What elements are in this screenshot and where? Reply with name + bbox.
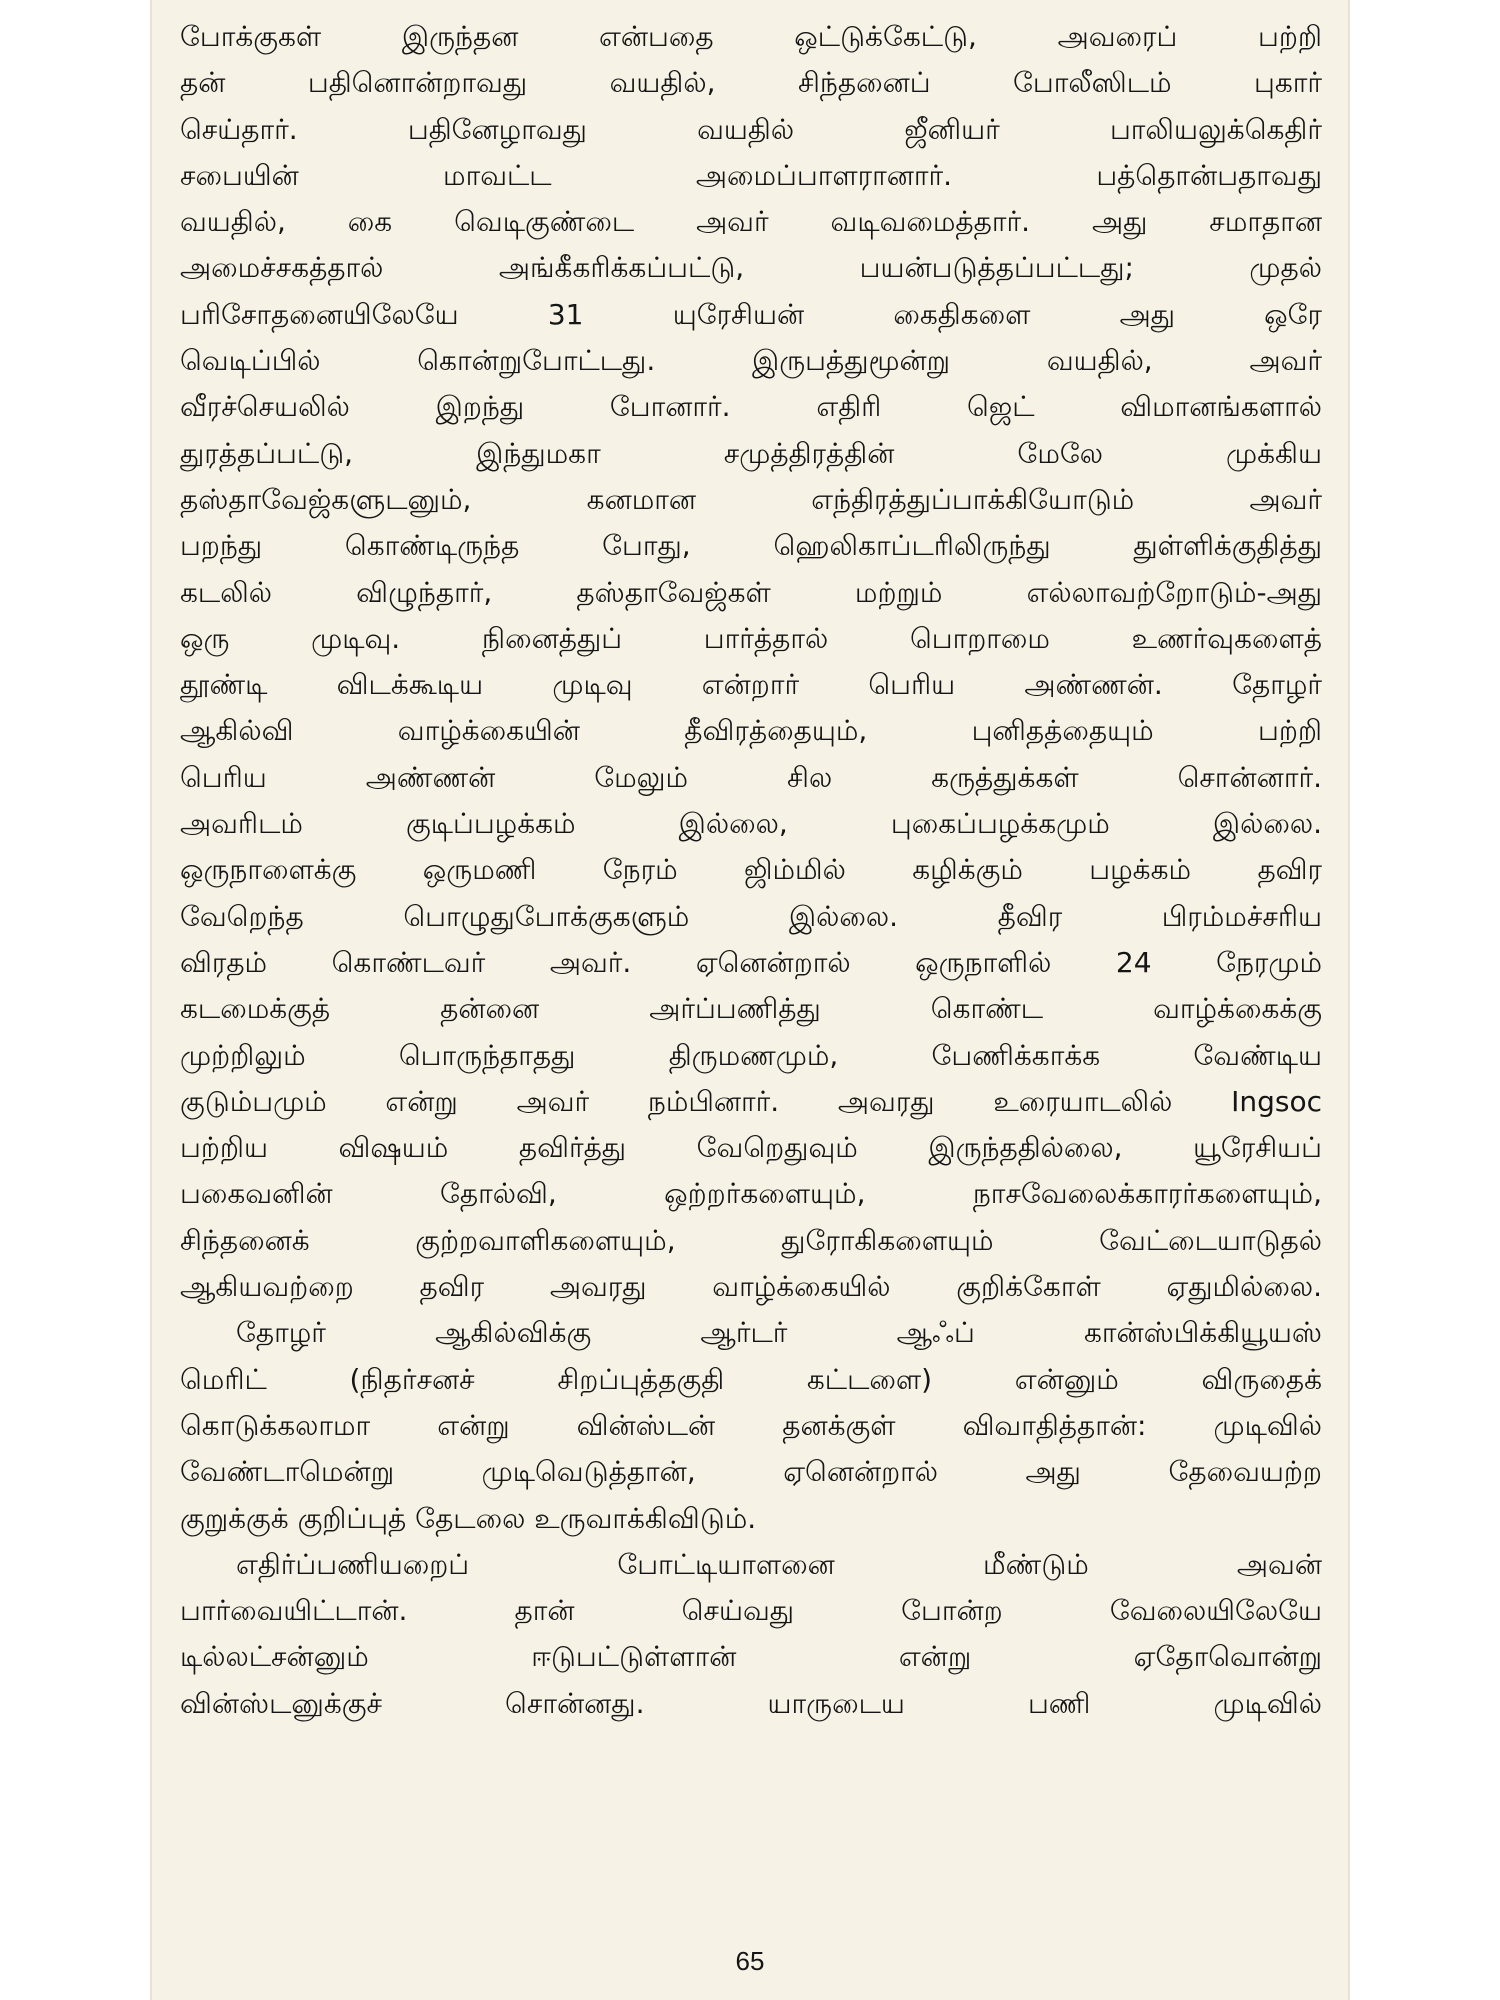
paragraph-start-line: தோழர் ஆகில்விக்கு ஆர்டர் ஆஃப் கான்ஸ்பிக்கியூயஸ் (236, 1316, 1322, 1350)
text-line: சபையின் மாவட்ட அமைப்பாளரானார். பத்தொன்பதாவது (180, 158, 1322, 192)
text-line: கடமைக்குத் தன்னை அர்ப்பணித்து கொண்ட வாழ்க்கைக்கு (180, 992, 1322, 1026)
text-line: அவரிடம் குடிப்பழக்கம் இல்லை, புகைப்பழக்கமும் இல்லை. (180, 807, 1322, 841)
text-line: துரத்தப்பட்டு, இந்துமகா சமுத்திரத்தின் மேலே முக்கிய (180, 436, 1322, 470)
text-line: பரிசோதனையிலேயே 31 யுரேசியன் கைதிகளை அது ஒரே (180, 297, 1322, 331)
text-line: செய்தார். பதினேழாவது வயதில் ஜீனியர் பாலியலுக்கெதிர் (180, 112, 1322, 146)
text-line: வேறெந்த பொழுதுபோக்குகளும் இல்லை. தீவிர பிரம்மச்சரிய (180, 899, 1322, 933)
text-line: வேண்டாமென்று முடிவெடுத்தான், ஏனென்றால் அது தேவையற்ற (180, 1455, 1322, 1489)
text-line: பெரிய அண்ணன் மேலும் சில கருத்துக்கள் சொன்னார். (180, 760, 1322, 794)
text-line: கடலில் விழுந்தார், தஸ்தாவேஜ்கள் மற்றும் எல்லாவற்றோடும்-அது (180, 575, 1322, 609)
text-line: முற்றிலும் பொருந்தாதது திருமணமும், பேணிக்காக்க வேண்டிய (180, 1038, 1322, 1072)
text-line: பகைவனின் தோல்வி, ஒற்றர்களையும், நாசவேலைக்காரர்களையும், (180, 1177, 1322, 1211)
text-line: கொடுக்கலாமா என்று வின்ஸ்டன் தனக்குள் விவாதித்தான்: முடிவில் (180, 1408, 1322, 1442)
text-line: பார்வையிட்டான். தான் செய்வது போன்ற வேலையிலேயே (180, 1594, 1322, 1628)
text-line: விரதம் கொண்டவர் அவர். ஏனென்றால் ஒருநாளில் 24 நேரமும் (180, 945, 1322, 979)
paragraph-start-line: எதிர்ப்பணியறைப் போட்டியாளனை மீண்டும் அவன் (236, 1547, 1322, 1581)
text-line: மெரிட் (நிதர்சனச் சிறப்புத்தகுதி கட்டளை) என்னும் விருதைக் (180, 1362, 1322, 1396)
text-line: தன் பதினொன்றாவது வயதில், சிந்தனைப் போலீஸிடம் புகார் (180, 66, 1322, 100)
text-line: அமைச்சகத்தால் அங்கீகரிக்கப்பட்டு, பயன்படுத்தப்பட்டது; முதல் (180, 251, 1322, 285)
text-line: வீரச்செயலில் இறந்து போனார். எதிரி ஜெட் விமானங்களால் (180, 390, 1322, 424)
text-line: பற்றிய விஷயம் தவிர்த்து வேறெதுவும் இருந்ததில்லை, யூரேசியப் (180, 1131, 1322, 1165)
text-line: வயதில், கை வெடிகுண்டை அவர் வடிவமைத்தார். அது சமாதான (180, 205, 1322, 239)
text-line: ஆகில்வி வாழ்க்கையின் தீவிரத்தையும், புனிதத்தையும் பற்றி (180, 714, 1322, 748)
text-line: போக்குகள் இருந்தன என்பதை ஒட்டுக்கேட்டு, அவரைப் பற்றி (180, 20, 1322, 53)
text-line: வெடிப்பில் கொன்றுபோட்டது. இருபத்துமூன்று வயதில், அவர் (180, 344, 1322, 378)
text-line: சிந்தனைக் குற்றவாளிகளையும், துரோகிகளையும் வேட்டையாடுதல் (180, 1223, 1322, 1257)
text-line: ஒருநாளைக்கு ஒருமணி நேரம் ஜிம்மில் கழிக்கும் பழக்கம் தவிர (180, 853, 1322, 887)
page-number: 65 (735, 1946, 765, 1976)
body-text (180, 14, 1322, 1727)
book-page (150, 0, 1350, 2000)
text-line: தூண்டி விடக்கூடிய முடிவு என்றார் பெரிய அண்ணன். தோழர் (180, 668, 1322, 702)
paragraph-end-line: குறுக்குக் குறிப்புத் தேடலை உருவாக்கிவிடும். (180, 1501, 757, 1535)
text-line: வின்ஸ்டனுக்குச் சொன்னது. யாருடைய பணி முடிவில் (180, 1686, 1322, 1720)
text-line: ஆகியவற்றை தவிர அவரது வாழ்க்கையில் குறிக்கோள் ஏதுமில்லை. (180, 1270, 1322, 1304)
text-line: தஸ்தாவேஜ்களுடனும், கனமான எந்திரத்துப்பாக்கியோடும் அவர் (180, 482, 1322, 516)
text-line: குடும்பமும் என்று அவர் நம்பினார். அவரது உரையாடலில் Ingsoc (180, 1084, 1322, 1118)
text-line: பறந்து கொண்டிருந்த போது, ஹெலிகாப்டரிலிருந்து துள்ளிக்குதித்து (180, 529, 1322, 563)
text-line: டில்லட்சன்னும் ஈடுபட்டுள்ளான் என்று ஏதோவொன்று (180, 1640, 1322, 1674)
text-line: ஒரு முடிவு. நினைத்துப் பார்த்தால் பொறாமை உணர்வுகளைத் (180, 621, 1322, 655)
